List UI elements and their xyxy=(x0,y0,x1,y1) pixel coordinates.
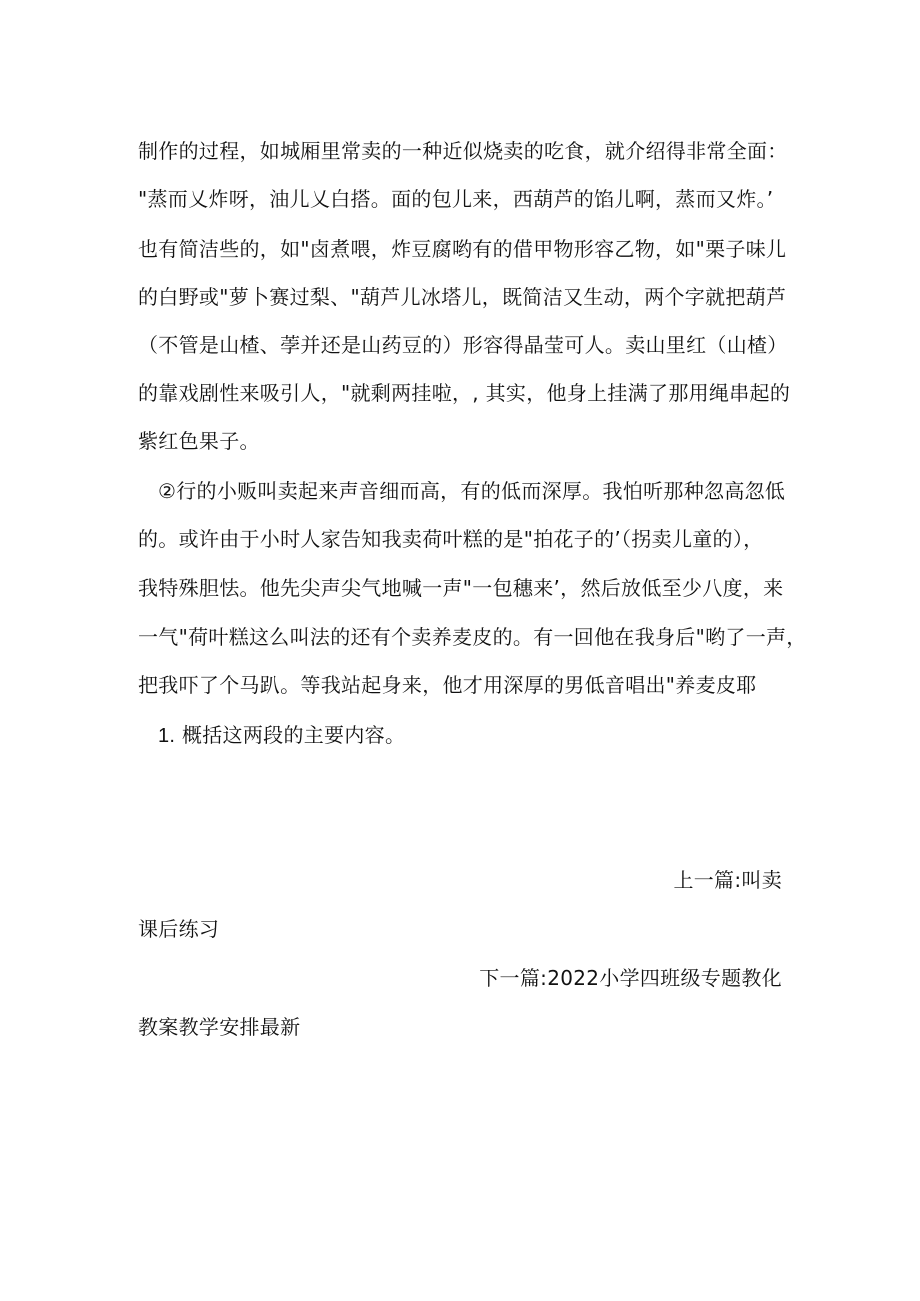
paragraph-line: 也有简洁些的，如"卤煮喂，炸豆腐哟有的借甲物形容乙物，如"栗子味儿 xyxy=(138,237,787,261)
paragraph-line: 制作的过程，如城厢里常卖的一种近似烧卖的吃食，就介绍得非常全面： xyxy=(138,139,788,163)
paragraph-line: 的白野或"萝卜赛过梨、"葫芦儿冰塔儿，既简洁又生动，两个字就把葫芦 xyxy=(138,285,787,309)
next-article-link-continued[interactable]: 教案教学安排最新 xyxy=(138,1015,301,1039)
paragraph-line: 一气"荷叶糕这么叫法的还有个卖养麦皮的。有一回他在我身后"哟了一声， xyxy=(138,625,807,649)
paragraph-line: （不管是山楂、荸并还是山药豆的）形容得晶莹可人。卖山里红（山楂） xyxy=(138,333,788,357)
question-item xyxy=(158,722,405,749)
question-text: 概括这两段的主要内容。 xyxy=(181,723,406,747)
prev-article-link[interactable]: 上一篇:叫卖 xyxy=(673,868,782,892)
question-number: 1. xyxy=(158,725,176,747)
paragraph-line: 的。或许由于小时人家告知我卖荷叶糕的是"拍花子的’（拐卖儿童的）， xyxy=(138,527,764,551)
next-article-link[interactable]: 下一篇:2022小学四班级专题教化 xyxy=(479,966,782,990)
prev-article-link-continued[interactable]: 课后练习 xyxy=(138,917,220,941)
paragraph-line: "蒸而乂炸呀，油儿乂白搭。面的包儿来，西葫芦的馅儿啊，蒸而又炸。’ xyxy=(138,187,774,211)
paragraph-line: 把我吓了个马趴。等我站起身来，他才用深厚的男低音唱出"养麦皮耶 xyxy=(138,673,757,697)
paragraph-line: ②行的小贩叫卖起来声音细而高，有的低而深厚。我怕听那种忽高忽低 xyxy=(158,479,786,503)
paragraph-line: 紫红色果子。 xyxy=(138,429,260,453)
paragraph-line: 的靠戏剧性来吸引人，"就剩两挂啦，, 其实，他身上挂满了那用绳串起的 xyxy=(138,381,791,405)
paragraph-line: 我特殊胆怯。他先尖声尖气地喊一声"一包穗来’，然后放低至少八度，来 xyxy=(138,576,784,600)
